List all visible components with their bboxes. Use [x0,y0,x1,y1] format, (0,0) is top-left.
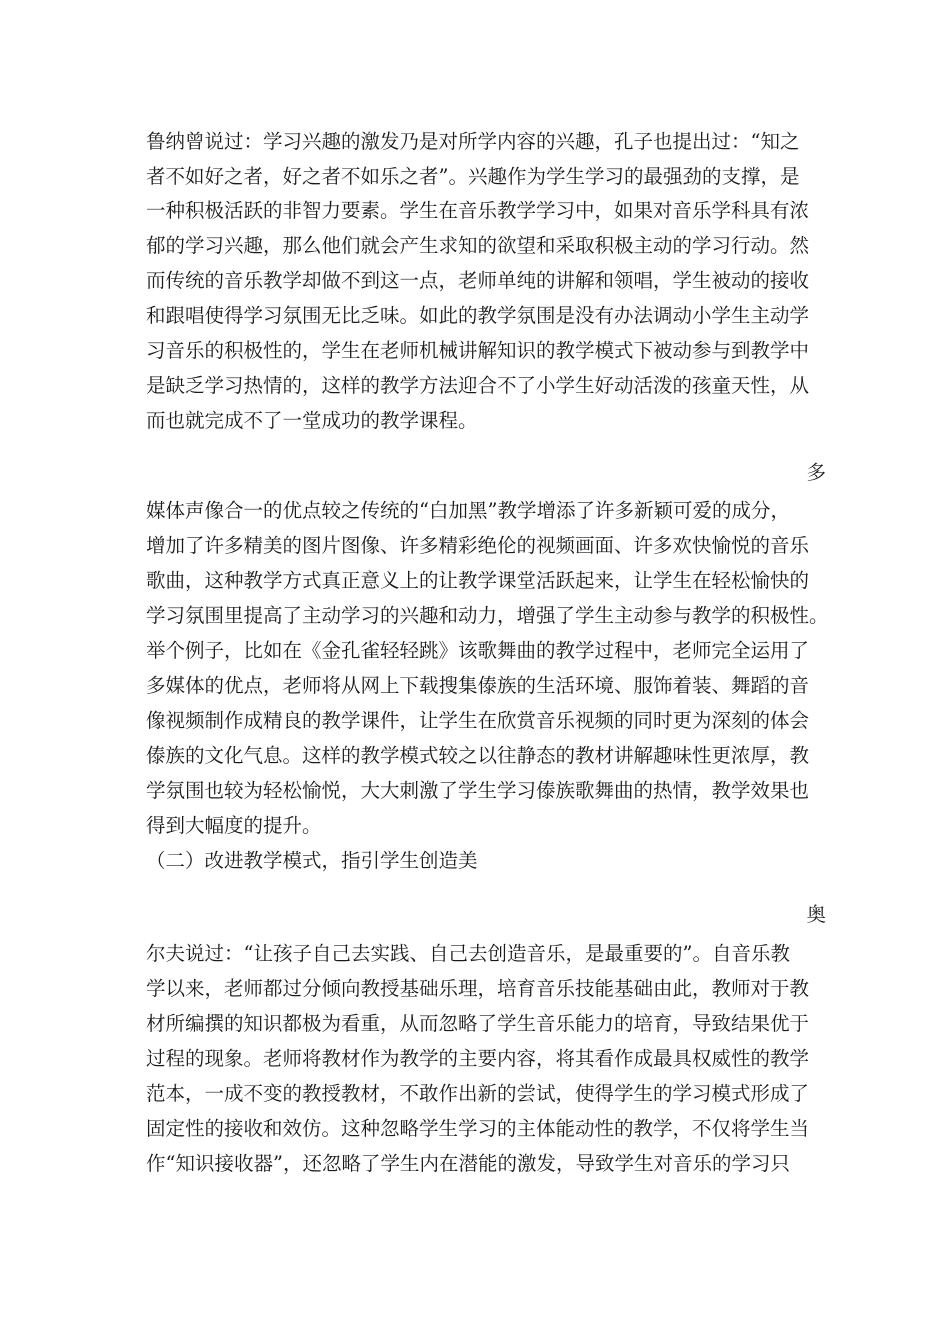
paragraph-2-line-10: 得到大幅度的提升。 [146,814,322,837]
paragraph-1-line-2: 者不如好之者，好之者不如乐之者”。兴趣作为学生学习的最强劲的支撑，是 [146,165,800,188]
paragraph-3-line-5: 范本，一成不变的教授教材，不敢作出新的尝试，使得学生的学习模式形成了 [146,1082,810,1105]
paragraph-2-line-2: 增加了许多精美的图片图像、许多精彩绝伦的视频画面、许多欢快愉悦的音乐 [146,534,810,557]
paragraph-1-line-7: 习音乐的积极性的，学生在老师机械讲解知识的教学模式下被动参与到教学中 [146,339,810,362]
paragraph-1-line-4: 郁的学习兴趣，那么他们就会产生求知的欲望和采取积极主动的学习行动。然 [146,234,810,257]
paragraph-2-line-3: 歌曲，这种教学方式真正意义上的让教学课堂活跃起来，让学生在轻松愉快的 [146,569,810,592]
paragraph-2-line-9: 学氛围也较为轻松愉悦，大大刺激了学生学习傣族歌舞曲的热情，教学效果也 [146,779,810,802]
paragraph-1-line-5: 而传统的音乐教学却做不到这一点，老师单纯的讲解和领唱，学生被动的接收 [146,269,810,292]
paragraph-2-line-7: 像视频制作成精良的教学课件，让学生在欣赏音乐视频的同时更为深刻的体会 [146,709,810,732]
paragraph-2-line-6: 多媒体的优点，老师将从网上下载搜集傣族的生活环境、服饰着装、舞蹈的音 [146,674,810,697]
paragraph-2-line-8: 傣族的文化气息。这样的教学模式较之以往静态的教材讲解趣味性更浓厚，教 [146,744,810,767]
paragraph-1-line-9: 而也就完成不了一堂成功的教学课程。 [146,409,478,432]
paragraph-1-line-8: 是缺乏学习热情的，这样的教学方法迎合不了小学生好动活泼的孩童天性，从 [146,374,810,397]
paragraph-3-line-4: 过程的现象。老师将教材作为教学的主要内容，将其看作成最具权威性的教学 [146,1047,810,1070]
paragraph-2-line-1: 媒体声像合一的优点较之传统的“白加黑”教学增添了许多新颖可爱的成分， [146,499,790,522]
paragraph-2-line-4: 学习氛围里提高了主动学习的兴趣和动力，增强了学生主动参与教学的积极性。 [146,604,829,627]
paragraph-1-line-1: 鲁纳曾说过：学习兴趣的激发乃是对所学内容的兴趣，孔子也提出过：“知之 [146,130,800,153]
paragraph-2-line-5: 举个例子，比如在《金孔雀轻轻跳》该歌舞曲的教学过程中，老师完全运用了 [146,639,810,662]
paragraph-3-line-6: 固定性的接收和效仿。这种忽略学生学习的主体能动性的教学，不仅将学生当 [146,1117,810,1140]
paragraph-3-line-3: 材所编撰的知识都极为看重，从而忽略了学生音乐能力的培育，导致结果优于 [146,1012,810,1035]
section-heading: （二）改进教学模式，指引学生创造美 [146,849,478,872]
paragraph-2-lead-char: 多 [806,461,826,484]
paragraph-3-line-1: 尔夫说过：“让孩子自己去实践、自己去创造音乐，是最重要的”。自音乐教 [146,942,790,965]
paragraph-1-line-6: 和跟唱使得学习氛围无比乏味。如此的教学氛围是没有办法调动小学生主动学 [146,304,810,327]
paragraph-1-line-3: 一种积极活跃的非智力要素。学生在音乐教学学习中，如果对音乐学科具有浓 [146,199,810,222]
paragraph-3-lead-char: 奥 [806,903,826,926]
paragraph-3-line-7: 作“知识接收器”，还忽略了学生内在潜能的激发，导致学生对音乐的学习只 [146,1152,790,1175]
paragraph-3-line-2: 学以来，老师都过分倾向教授基础乐理，培育音乐技能基础由此，教师对于教 [146,977,810,1000]
